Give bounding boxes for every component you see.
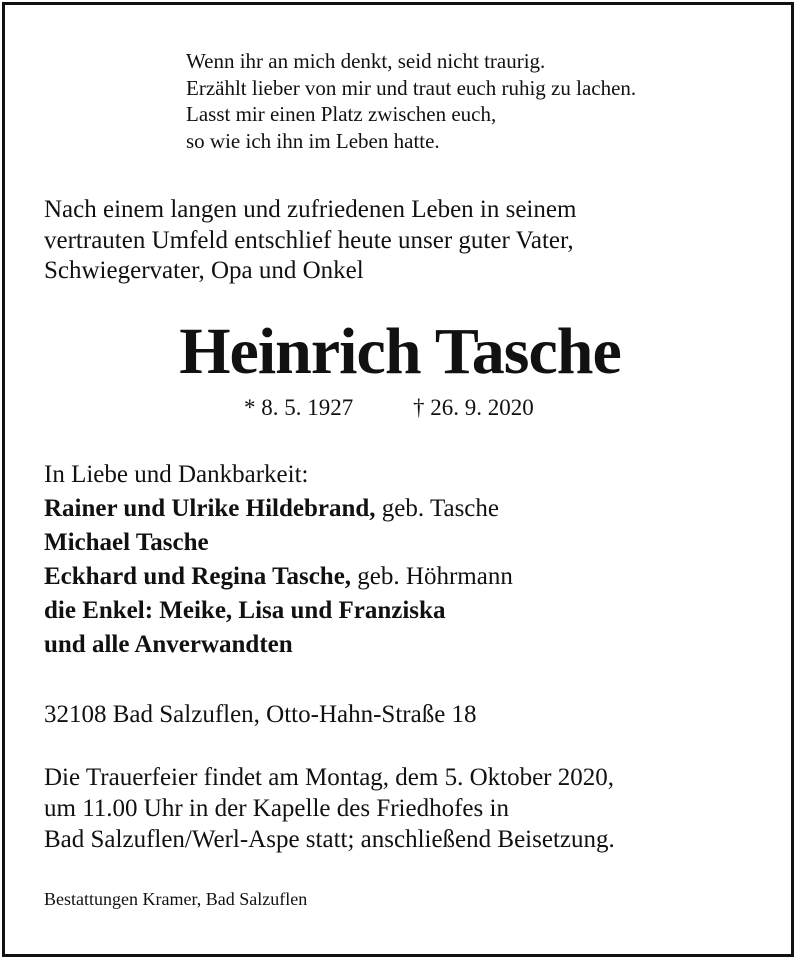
poem-line: so wie ich ihn im Leben hatte. [186,128,440,153]
mourner-note: geb. Tasche [375,495,499,522]
mourner-entry [44,594,513,628]
birth-date: * 8. 5. 1927 [244,395,354,420]
mourner-entry [44,526,513,560]
ceremony-line: Die Trauerfeier findet am Montag, dem 5. Oktober 2020, [44,764,615,791]
intro-line: Schwiegervater, Opa und Onkel [44,257,364,284]
mourners-heading: In Liebe und Dankbarkeit: [44,461,309,488]
poem-line: Lasst mir einen Platz zwischen euch, [186,102,497,126]
intro-line: Nach einem langen und zufriedenen Leben in seinem [44,196,577,223]
mourner-names: Michael Tasche [44,529,209,556]
poem [186,48,636,154]
mourner-entry [44,560,513,594]
death-date: † 26. 9. 2020 [413,395,534,420]
ceremony-info [44,762,615,855]
undertaker-credit: Bestattungen Kramer, Bad Salzuflen [44,889,308,909]
mourner-entry [44,628,513,662]
ceremony-line: Bad Salzuflen/Werl-Aspe statt; anschließend Beisetzung. [44,826,615,853]
mourner-names: Eckhard und Regina Tasche, [44,563,352,590]
intro-text [44,195,576,287]
poem-line: Wenn ihr an mich denkt, seid nicht traurig. [186,49,546,73]
mourner-names: die Enkel: Meike, Lisa und Franziska [44,597,446,624]
intro-line: vertrauten Umfeld entschlief heute unser guter Vater, [44,226,574,254]
family-address: 32108 Bad Salzuflen, Otto-Hahn-Straße 18 [44,701,477,728]
mourners-list [44,458,513,662]
mourner-names: Rainer und Ulrike Hildebrand, [44,495,376,522]
mourner-names: und alle Anverwandten [44,631,293,658]
deceased-name: Heinrich Tasche [179,315,621,388]
mourner-note: geb. Höhrmann [351,563,513,590]
poem-line: Erzählt lieber von mir und traut euch ruhig zu lachen. [186,75,637,100]
mourner-entry [44,492,513,526]
ceremony-line: um 11.00 Uhr in der Kapelle des Friedhofes in [44,795,509,822]
